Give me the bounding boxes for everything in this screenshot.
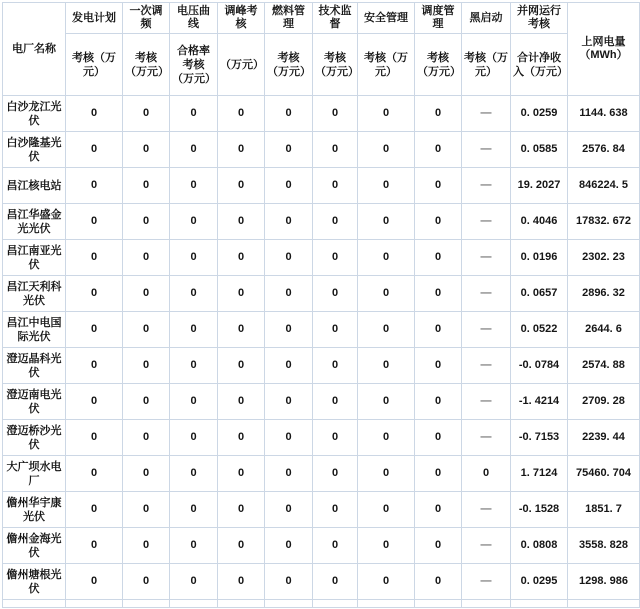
value-cell: 0. 0196 — [511, 240, 568, 276]
value-cell: 0 — [415, 132, 462, 168]
empty-clipped-cell — [415, 600, 462, 608]
value-cell: 0 — [123, 456, 170, 492]
value-cell: 0 — [415, 312, 462, 348]
value-cell: 0 — [66, 168, 123, 204]
value-cell: 0 — [313, 384, 358, 420]
plant-name-cell: 大广坝水电厂 — [3, 456, 66, 492]
value-cell: 0 — [313, 204, 358, 240]
header-row-sub — [3, 34, 640, 96]
plant-name-cell: 澄迈晶科光伏 — [3, 348, 66, 384]
value-cell: 0 — [123, 384, 170, 420]
value-cell: -0. 7153 — [511, 420, 568, 456]
value-cell: 2896. 32 — [568, 276, 640, 312]
value-cell: 0 — [66, 312, 123, 348]
value-cell: 0 — [265, 276, 313, 312]
plant-name-cell: 昌江天利科光伏 — [3, 276, 66, 312]
value-cell: 0 — [123, 240, 170, 276]
value-cell: 0 — [170, 204, 218, 240]
na-dash-cell: — — [462, 312, 511, 348]
value-cell: 0 — [218, 348, 265, 384]
value-cell: 0 — [123, 96, 170, 132]
column-subheader-3: （万元） — [218, 34, 265, 96]
table-row — [3, 132, 640, 168]
value-cell: 2644. 6 — [568, 312, 640, 348]
value-cell: 0 — [313, 528, 358, 564]
empty-clipped-cell — [462, 600, 511, 608]
value-cell: 0 — [358, 96, 415, 132]
value-cell: 0 — [66, 132, 123, 168]
empty-clipped-cell — [123, 600, 170, 608]
value-cell: -0. 0784 — [511, 348, 568, 384]
na-dash-cell: — — [462, 492, 511, 528]
na-dash-cell: — — [462, 564, 511, 600]
value-cell: 1298. 986 — [568, 564, 640, 600]
value-cell: 0 — [265, 132, 313, 168]
value-cell: 0 — [358, 240, 415, 276]
value-cell: 0 — [218, 240, 265, 276]
value-cell: 2302. 23 — [568, 240, 640, 276]
plant-name-cell: 儋州金海光伏 — [3, 528, 66, 564]
plant-name-cell: 昌江南亚光伏 — [3, 240, 66, 276]
value-cell: 0 — [218, 96, 265, 132]
column-header-3: 调峰考核 — [218, 3, 265, 34]
value-cell: 0 — [358, 276, 415, 312]
value-cell: 0 — [415, 492, 462, 528]
value-cell: 0 — [218, 564, 265, 600]
column-subheader-6: 考核（万元） — [358, 34, 415, 96]
na-dash-cell: — — [462, 384, 511, 420]
column-subheader-2: 合格率考核（万元） — [170, 34, 218, 96]
value-cell: 17832. 672 — [568, 204, 640, 240]
value-cell: 0 — [313, 132, 358, 168]
value-cell: 0 — [218, 384, 265, 420]
value-cell: 0 — [358, 384, 415, 420]
value-cell: 0 — [358, 528, 415, 564]
value-cell: 0 — [170, 168, 218, 204]
value-cell: 0 — [358, 456, 415, 492]
column-header-plant-name: 电厂名称 — [3, 3, 66, 96]
table-row — [3, 240, 640, 276]
value-cell: 0 — [170, 420, 218, 456]
value-cell: 0. 0522 — [511, 312, 568, 348]
plant-name-cell: 白沙龙江光伏 — [3, 96, 66, 132]
column-subheader-7: 考核（万元） — [415, 34, 462, 96]
value-cell: 0 — [265, 492, 313, 528]
value-cell: 0 — [123, 312, 170, 348]
value-cell: 0 — [313, 456, 358, 492]
plant-name-cell: 儋州塘根光伏 — [3, 564, 66, 600]
empty-clipped-cell — [313, 600, 358, 608]
table-row — [3, 204, 640, 240]
value-cell: 0 — [66, 204, 123, 240]
column-header-0: 发电计划 — [66, 3, 123, 34]
value-cell: 846224. 5 — [568, 168, 640, 204]
column-header-6: 安全管理 — [358, 3, 415, 34]
value-cell: 0 — [170, 132, 218, 168]
value-cell: 2709. 28 — [568, 384, 640, 420]
value-cell: 0 — [265, 564, 313, 600]
value-cell: 0 — [313, 348, 358, 384]
value-cell: 0 — [415, 456, 462, 492]
value-cell: 1851. 7 — [568, 492, 640, 528]
empty-clipped-cell — [511, 600, 568, 608]
na-dash-cell: — — [462, 420, 511, 456]
value-cell: 0 — [218, 276, 265, 312]
value-cell: 1144. 638 — [568, 96, 640, 132]
plant-name-cell: 澄迈南电光伏 — [3, 384, 66, 420]
plant-name-cell: 白沙隆基光伏 — [3, 132, 66, 168]
table-row — [3, 276, 640, 312]
value-cell: 0. 4046 — [511, 204, 568, 240]
table-row — [3, 492, 640, 528]
value-cell: -0. 1528 — [511, 492, 568, 528]
empty-clipped-cell — [568, 600, 640, 608]
value-cell: 0 — [313, 168, 358, 204]
value-cell: 0 — [313, 276, 358, 312]
column-header-7: 调度管理 — [415, 3, 462, 34]
value-cell: 0. 0295 — [511, 564, 568, 600]
column-header-1: 一次调频 — [123, 3, 170, 34]
value-cell: 2574. 88 — [568, 348, 640, 384]
empty-clipped-cell — [170, 600, 218, 608]
value-cell: 0 — [358, 132, 415, 168]
value-cell: 0 — [218, 456, 265, 492]
value-cell: 0 — [358, 564, 415, 600]
table-row — [3, 528, 640, 564]
value-cell: 0 — [265, 204, 313, 240]
value-cell: 0 — [415, 96, 462, 132]
value-cell: 0 — [218, 132, 265, 168]
value-cell: -1. 4214 — [511, 384, 568, 420]
value-cell: 0 — [265, 528, 313, 564]
value-cell: 0 — [170, 276, 218, 312]
value-cell: 0 — [218, 312, 265, 348]
column-subheader-5: 考核（万元） — [313, 34, 358, 96]
value-cell: 0 — [218, 420, 265, 456]
header-row-top — [3, 3, 640, 34]
value-cell: 0 — [265, 384, 313, 420]
value-cell: 0 — [123, 204, 170, 240]
value-cell: 0 — [123, 420, 170, 456]
value-cell: 0 — [123, 276, 170, 312]
value-cell: 0 — [265, 240, 313, 276]
plant-name-cell: 昌江中电国际光伏 — [3, 312, 66, 348]
value-cell: 0 — [66, 564, 123, 600]
column-header-4: 燃料管理 — [265, 3, 313, 34]
value-cell: 0 — [170, 456, 218, 492]
column-header-8: 黑启动 — [462, 3, 511, 34]
value-cell: 0 — [66, 456, 123, 492]
value-cell: 0 — [462, 456, 511, 492]
empty-clipped-cell — [3, 600, 66, 608]
value-cell: 0 — [358, 492, 415, 528]
na-dash-cell: — — [462, 168, 511, 204]
value-cell: 0 — [170, 528, 218, 564]
value-cell: 0 — [415, 384, 462, 420]
value-cell: 0 — [170, 96, 218, 132]
na-dash-cell: — — [462, 96, 511, 132]
value-cell: 1. 7124 — [511, 456, 568, 492]
value-cell: 2576. 84 — [568, 132, 640, 168]
empty-clipped-cell — [218, 600, 265, 608]
value-cell: 0 — [265, 96, 313, 132]
value-cell: 0 — [123, 132, 170, 168]
value-cell: 0 — [66, 96, 123, 132]
value-cell: 0 — [66, 492, 123, 528]
value-cell: 0 — [265, 312, 313, 348]
value-cell: 0 — [415, 204, 462, 240]
value-cell: 0 — [415, 168, 462, 204]
assessment-table — [2, 2, 640, 608]
table-row — [3, 312, 640, 348]
value-cell: 0. 0808 — [511, 528, 568, 564]
value-cell: 0 — [66, 420, 123, 456]
value-cell: 0 — [123, 348, 170, 384]
column-subheader-0: 考核（万元） — [66, 34, 123, 96]
value-cell: 0 — [170, 384, 218, 420]
table-row — [3, 348, 640, 384]
value-cell: 0 — [415, 420, 462, 456]
power-plant-assessment-table — [2, 2, 640, 608]
na-dash-cell: — — [462, 132, 511, 168]
na-dash-cell: — — [462, 240, 511, 276]
value-cell: 0 — [170, 348, 218, 384]
value-cell: 0. 0259 — [511, 96, 568, 132]
value-cell: 0 — [265, 168, 313, 204]
value-cell: 0 — [415, 528, 462, 564]
value-cell: 0 — [358, 348, 415, 384]
value-cell: 0 — [415, 564, 462, 600]
value-cell: 0. 0585 — [511, 132, 568, 168]
value-cell: 0 — [358, 168, 415, 204]
value-cell: 0 — [358, 312, 415, 348]
na-dash-cell: — — [462, 348, 511, 384]
plant-name-cell: 昌江核电站 — [3, 168, 66, 204]
value-cell: 0 — [66, 384, 123, 420]
value-cell: 0 — [170, 564, 218, 600]
value-cell: 0 — [218, 492, 265, 528]
na-dash-cell: — — [462, 528, 511, 564]
value-cell: 0. 0657 — [511, 276, 568, 312]
value-cell: 0 — [415, 276, 462, 312]
column-header-5: 技术监督 — [313, 3, 358, 34]
value-cell: 0 — [123, 528, 170, 564]
value-cell: 0 — [313, 240, 358, 276]
value-cell: 0 — [170, 492, 218, 528]
value-cell: 0 — [265, 456, 313, 492]
value-cell: 0 — [415, 348, 462, 384]
column-header-2: 电压曲线 — [170, 3, 218, 34]
value-cell: 0 — [313, 420, 358, 456]
value-cell: 0 — [123, 168, 170, 204]
table-row — [3, 384, 640, 420]
value-cell: 0 — [218, 168, 265, 204]
plant-name-cell: 澄迈桥沙光伏 — [3, 420, 66, 456]
empty-clipped-cell — [358, 600, 415, 608]
value-cell: 0 — [313, 492, 358, 528]
plant-name-cell: 昌江华盛金光光伏 — [3, 204, 66, 240]
column-header-energy: 上网电量（MWh） — [568, 3, 640, 96]
column-subheader-4: 考核（万元） — [265, 34, 313, 96]
column-subheader-1: 考核（万元） — [123, 34, 170, 96]
value-cell: 0 — [123, 492, 170, 528]
column-subheader-9: 合计净收入（万元） — [511, 34, 568, 96]
na-dash-cell: — — [462, 276, 511, 312]
value-cell: 0 — [218, 528, 265, 564]
empty-clipped-cell — [66, 600, 123, 608]
table-header — [3, 3, 640, 96]
value-cell: 0 — [170, 312, 218, 348]
value-cell: 75460. 704 — [568, 456, 640, 492]
empty-clipped-cell — [265, 600, 313, 608]
value-cell: 0 — [66, 348, 123, 384]
value-cell: 0 — [265, 420, 313, 456]
value-cell: 0 — [170, 240, 218, 276]
value-cell: 0 — [66, 528, 123, 564]
value-cell: 0 — [358, 420, 415, 456]
value-cell: 2239. 44 — [568, 420, 640, 456]
plant-name-cell: 儋州华宇康光伏 — [3, 492, 66, 528]
partial-clipped-row — [3, 600, 640, 608]
table-row — [3, 564, 640, 600]
value-cell: 0 — [123, 564, 170, 600]
value-cell: 0 — [415, 240, 462, 276]
value-cell: 0 — [66, 276, 123, 312]
value-cell: 0 — [313, 312, 358, 348]
value-cell: 0 — [66, 240, 123, 276]
table-row — [3, 420, 640, 456]
table-row — [3, 456, 640, 492]
na-dash-cell: — — [462, 204, 511, 240]
column-header-9: 并网运行考核 — [511, 3, 568, 34]
value-cell: 0 — [313, 96, 358, 132]
value-cell: 0 — [313, 564, 358, 600]
value-cell: 0 — [265, 348, 313, 384]
value-cell: 19. 2027 — [511, 168, 568, 204]
value-cell: 3558. 828 — [568, 528, 640, 564]
value-cell: 0 — [358, 204, 415, 240]
table-row — [3, 168, 640, 204]
table-row — [3, 96, 640, 132]
column-subheader-8: 考核（万元） — [462, 34, 511, 96]
value-cell: 0 — [218, 204, 265, 240]
table-body — [3, 96, 640, 608]
